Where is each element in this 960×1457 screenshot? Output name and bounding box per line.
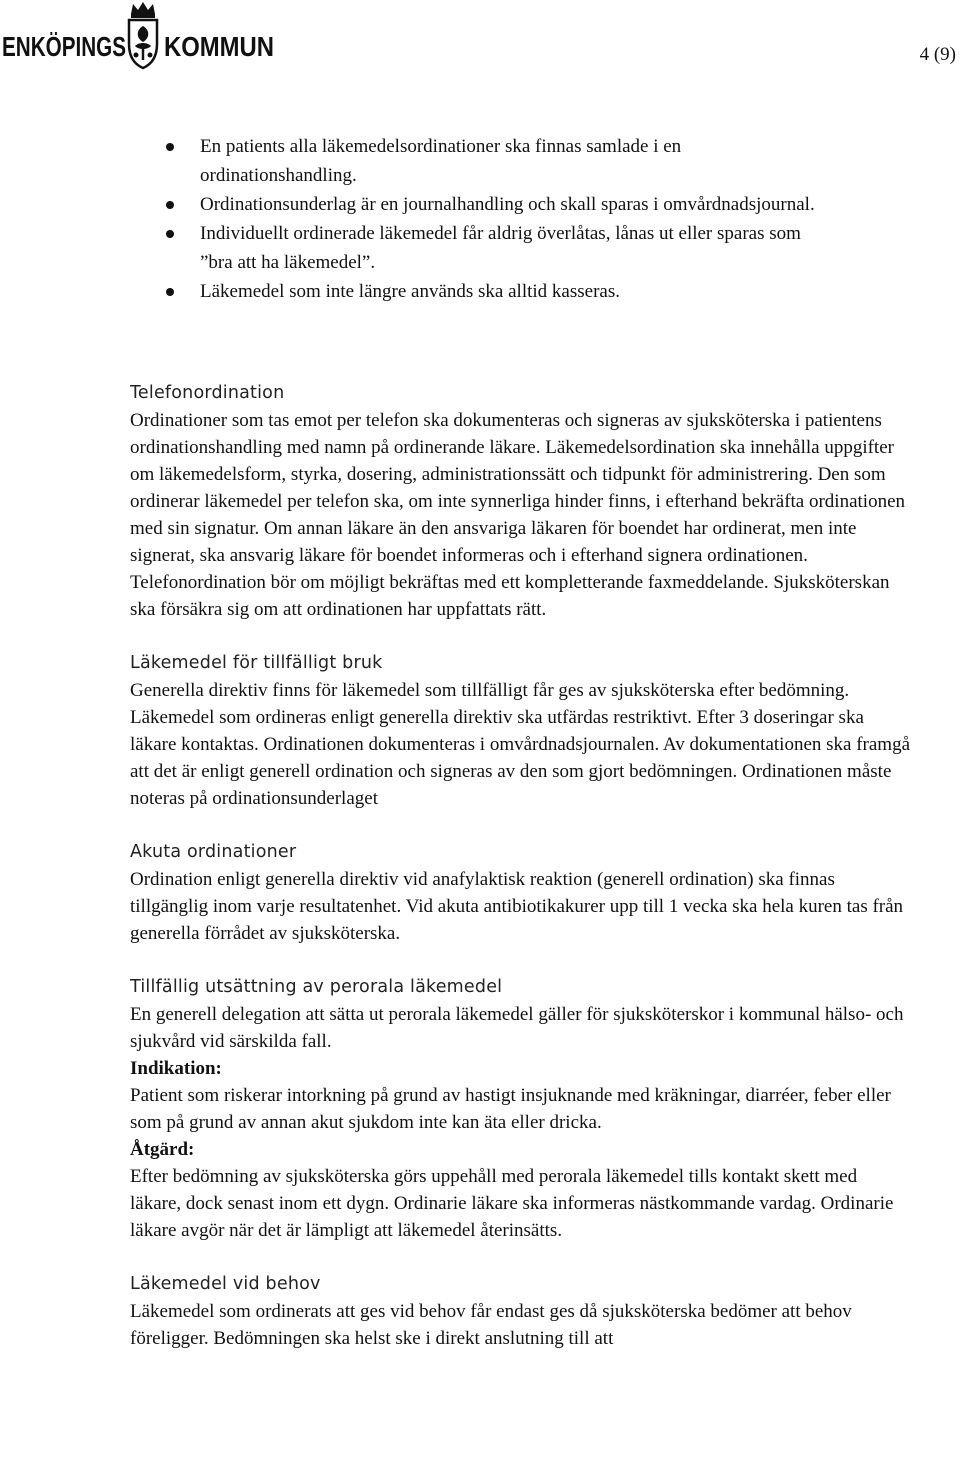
list-item-text: Ordinationsunderlag är en journalhandling och skall sparas i omvårdnadsjournal.	[200, 194, 815, 215]
list-item-text: Individuellt ordinerade läkemedel får aldrig överlåtas, lånas ut eller sparas som ”bra att ha läkemedel”.	[200, 223, 801, 273]
document-body	[130, 380, 910, 1379]
list-item	[160, 190, 820, 219]
section-tillfalligt-bruk	[130, 650, 910, 812]
bullet-icon	[166, 230, 174, 238]
section-heading: Telefonordination	[130, 383, 285, 403]
section-tillfallig-utsattning	[130, 974, 910, 1244]
list-item	[160, 219, 820, 277]
page-number: 4 (9)	[919, 44, 956, 65]
enkopings-kommun-logo	[0, 0, 280, 72]
coat-of-arms-icon	[129, 2, 157, 68]
section-paragraph: Ordination enligt generella direktiv vid anafylaktisk reaktion (generell ordination) ska finnas tillgänglig inom varje resultatenhet. Vid akuta antibiotikakurer upp till 1 vecka ska hela kuren tas från generella förrådet av sjuksköterska.	[130, 869, 904, 944]
section-heading: Tillfällig utsättning av perorala läkemedel	[130, 977, 503, 997]
bullet-list	[160, 132, 820, 306]
bullet-icon	[166, 201, 174, 209]
section-telefonordination	[130, 380, 910, 623]
section-paragraph: Ordinationer som tas emot per telefon ska dokumenteras och signeras av sjuksköterska i patientens ordinationshandling med namn på ordinerande läkare. Läkemedelsordination ska innehålla uppgifter om läkemedelsform, styrka, dosering, administrationssätt och tidpunkt för administrering. Den som ordinerar läkemedel per telefon ska, om inte synnerliga hinder finns, i efterhand bekräfta ordinationen med sin signatur. Om annan läkare än den ansvariga läkaren för boendet har ordinerat, men inte signerat, ska ansvarig läkare för boendet informeras och i efterhand signera ordinationen. Telefonordination bör om möjligt bekräftas med ett kompletterande faxmeddelande. Sjuksköterskan ska försäkra sig om att ordinationen har uppfattats rätt.	[130, 410, 906, 620]
section-heading: Läkemedel vid behov	[130, 1274, 321, 1294]
list-item	[160, 277, 820, 306]
section-akuta-ordinationer	[130, 839, 910, 947]
list-item	[160, 132, 820, 190]
bullet-icon	[166, 288, 174, 296]
atgard-paragraph: Efter bedömning av sjuksköterska görs uppehåll med perorala läkemedel tills kontakt skett med läkare, dock senast inom ett dygn. Ordinarie läkare ska informeras nästkommande vardag. Ordinarie läkare avgör när det är lämpligt att läkemedel återinsätts.	[130, 1166, 894, 1241]
atgard-label: Åtgärd:	[130, 1139, 195, 1160]
logo-left-text: ENKÖPINGS	[2, 31, 126, 62]
list-item-text: En patients alla läkemedelsordinationer ska finnas samlade i en ordinationshandling.	[200, 136, 682, 186]
indikation-label: Indikation:	[130, 1058, 222, 1079]
section-heading: Läkemedel för tillfälligt bruk	[130, 653, 383, 673]
indikation-paragraph: Patient som riskerar intorkning på grund av hastigt insjuknande med kräkningar, diarréer, feber eller som på grund av annan akut sjukdom inte kan äta eller dricka.	[130, 1085, 891, 1133]
section-paragraph: Läkemedel som ordinerats att ges vid behov får endast ges då sjuksköterska bedömer att behov föreligger. Bedömningen ska helst ske i direkt anslutning till att	[130, 1301, 852, 1349]
bullet-icon	[166, 143, 174, 151]
section-paragraph: En generell delegation att sätta ut perorala läkemedel gäller för sjuksköterskor i kommunal hälso- och sjukvård vid särskilda fall.	[130, 1004, 904, 1052]
logo-right-text: KOMMUN	[164, 31, 274, 62]
section-heading: Akuta ordinationer	[130, 842, 297, 862]
section-paragraph: Generella direktiv finns för läkemedel som tillfälligt får ges av sjuksköterska efter bedömning. Läkemedel som ordineras enligt generella direktiv ska utfärdas restriktivt. Efter 3 doseringar ska läkare kontaktas. Ordinationen dokumenteras i omvårdnadsjournalen. Av dokumentationen ska framgå att det är enligt generell ordination och signeras av den som gjort bedömningen. Ordinationen måste noteras på ordinationsunderlaget	[130, 680, 911, 809]
list-item-text: Läkemedel som inte längre används ska alltid kasseras.	[200, 281, 620, 302]
section-lakemedel-vid-behov	[130, 1271, 910, 1352]
